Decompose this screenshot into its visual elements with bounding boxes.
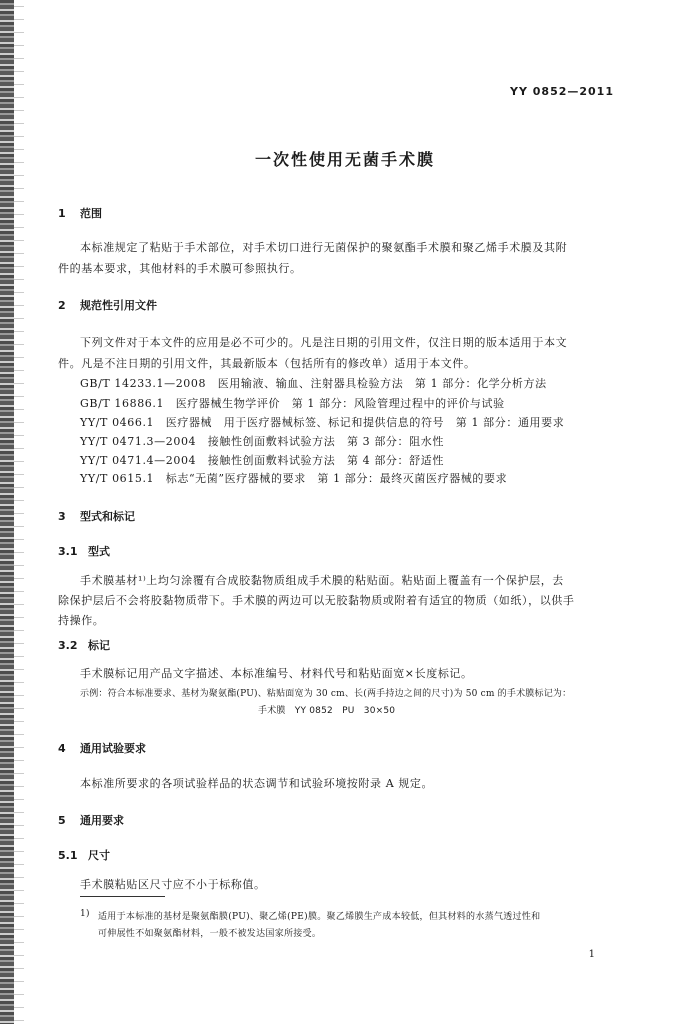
- ref-item: YY/T 0466.1 医疗器械 用于医疗器械标签、标记和提供信息的符号 第 1 部分：通用要求: [80, 416, 565, 429]
- s1-line-2: 件的基本要求，其他材料的手术膜可参照执行。: [58, 262, 302, 275]
- footnote-marker: 1): [80, 909, 90, 919]
- standard-code: YY 0852—2011: [510, 85, 614, 98]
- ref-item: YY/T 0471.3—2004 接触性创面敷料试验方法 第 3 部分：阻水性: [80, 435, 444, 448]
- section-1-heading: [58, 205, 102, 221]
- section-number: 3.1: [58, 545, 78, 558]
- document-title: 一次性使用无菌手术膜: [254, 150, 435, 169]
- section-title: 通用试验要求: [80, 742, 146, 755]
- section-4-heading: [58, 740, 146, 756]
- footnote-line-1: 适用于本标准的基材是聚氨酯膜(PU)、聚乙烯(PE)膜。聚乙烯膜生产成本较低，但其材料的水蒸气透过性和: [98, 912, 541, 922]
- s3-1-line-2: 除保护层后不会将胶黏物质带下。手术膜的两边可以无胶黏物质或附着有适宜的物质（如纸），以供手: [58, 594, 575, 607]
- ref-item: GB/T 16886.1 医疗器械生物学评价 第 1 部分：风险管理过程中的评价与试验: [80, 397, 505, 410]
- s3-2-example-mark: 手术膜 YY 0852 PU 30×50: [258, 706, 396, 716]
- section-title: 范围: [80, 207, 102, 220]
- section-number: 1: [58, 207, 66, 220]
- section-title: 尺寸: [88, 849, 110, 862]
- s3-1-line-1: 手术膜基材¹⁾上均匀涂覆有合成胶黏物质组成手术膜的粘贴面。粘贴面上覆盖有一个保护层，去: [80, 574, 564, 587]
- section-5-1-heading: [58, 847, 110, 863]
- section-title: 标记: [88, 639, 110, 652]
- section-title: 通用要求: [80, 814, 124, 827]
- section-3-heading: [58, 508, 135, 524]
- ref-item: GB/T 14233.1—2008 医用输液、输血、注射器具检验方法 第 1 部分：化学分析方法: [80, 377, 547, 390]
- section-title: 型式和标记: [80, 510, 135, 523]
- s2-line-1: 下列文件对于本文件的应用是必不可少的。凡是注日期的引用文件，仅注日期的版本适用于本文: [80, 336, 568, 349]
- page-number: 1: [588, 949, 595, 960]
- ref-item: YY/T 0615.1 标志“无菌”医疗器械的要求 第 1 部分：最终灭菌医疗器械的要求: [80, 472, 508, 485]
- s3-2-example: 示例：符合本标准要求、基材为聚氨酯(PU)、粘贴面宽为 30 cm、长(两手持边之间的尺寸)为 50 cm 的手术膜标记为：: [80, 689, 572, 699]
- section-5-heading: [58, 812, 124, 828]
- section-number: 2: [58, 299, 66, 312]
- section-number: 3: [58, 510, 66, 523]
- section-3-1-heading: [58, 543, 110, 559]
- ref-item: YY/T 0471.4—2004 接触性创面敷料试验方法 第 4 部分：舒适性: [80, 454, 444, 467]
- section-number: 5.1: [58, 849, 78, 862]
- footnote-line-2: 可伸展性不如聚氨酯材料，一般不被发达国家所接受。: [98, 929, 322, 939]
- section-title: 型式: [88, 545, 110, 558]
- section-number: 4: [58, 742, 66, 755]
- section-title: 规范性引用文件: [80, 299, 157, 312]
- s5-1-paragraph: 手术膜粘贴区尺寸应不小于标称值。: [80, 878, 266, 891]
- footnote-rule: [80, 896, 165, 897]
- s4-paragraph: 本标准所要求的各项试验样品的状态调节和试验环境按附录 A 规定。: [80, 777, 434, 790]
- section-number: 3.2: [58, 639, 78, 652]
- s3-1-line-3: 持操作。: [58, 614, 105, 627]
- section-3-2-heading: [58, 637, 110, 653]
- section-2-heading: [58, 297, 157, 313]
- s2-line-2: 件。凡是不注日期的引用文件，其最新版本（包括所有的修改单）适用于本文件。: [58, 357, 476, 370]
- s3-2-paragraph: 手术膜标记用产品文字描述、本标准编号、材料代号和粘贴面宽×长度标记。: [80, 667, 473, 680]
- section-number: 5: [58, 814, 66, 827]
- s1-line-1: 本标准规定了粘贴于手术部位，对手术切口进行无菌保护的聚氨酯手术膜和聚乙烯手术膜及其附: [80, 241, 568, 254]
